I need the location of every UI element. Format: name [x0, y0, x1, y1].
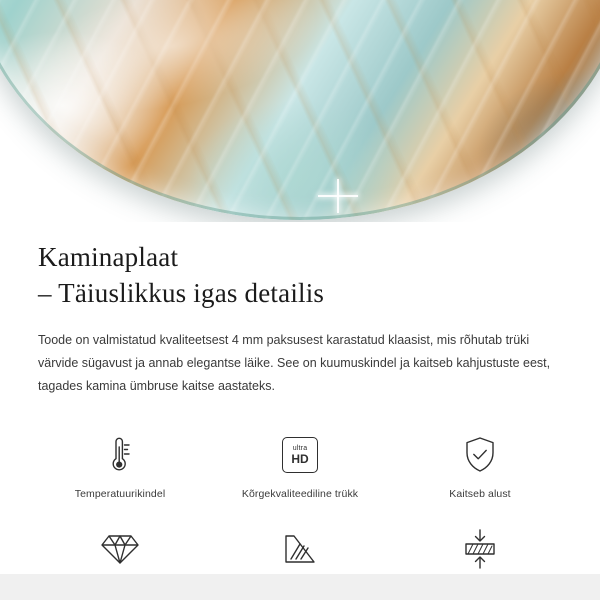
shield-check-icon — [395, 432, 565, 478]
thermometer-icon — [35, 432, 205, 478]
footer-bar — [0, 574, 600, 600]
marble-fireplace-plate-image — [0, 0, 600, 220]
polished-edges-icon — [215, 526, 385, 572]
product-description: Toode on valmistatud kvaliteetsest 4 mm paksusest karastatud klaasist, mis rõhutab trüki värvide sügavust ja annab elegantse läike. See on kuumuskindel ja kaitseb kahjustuste eest, tagades kamina ümbruse kaitse aastateks. — [38, 333, 551, 393]
feature-label: Temperatuurikindel — [74, 487, 166, 500]
ultra-hd-badge-top: ultra — [292, 444, 308, 452]
hero-image-section — [0, 0, 600, 222]
ultra-hd-badge-bottom: HD — [291, 451, 309, 466]
feature-item-temperature — [35, 432, 205, 500]
content-section — [0, 222, 600, 398]
diamond-icon — [35, 526, 205, 572]
feature-item-surface-protection — [395, 432, 565, 500]
ultra-hd-icon — [215, 432, 385, 478]
feature-label: Kõrgekvaliteediline trükk — [241, 487, 359, 500]
feature-item-print-quality — [215, 432, 385, 500]
thickness-arrows-icon — [395, 526, 565, 572]
page-title-line-2: – Täiuslikkus igas detailis — [38, 277, 325, 308]
page-title-line-1: Kaminaplaat — [38, 242, 179, 272]
feature-grid — [0, 432, 600, 594]
page-title — [38, 240, 562, 311]
feature-label: Kaitseb alust — [449, 487, 511, 500]
